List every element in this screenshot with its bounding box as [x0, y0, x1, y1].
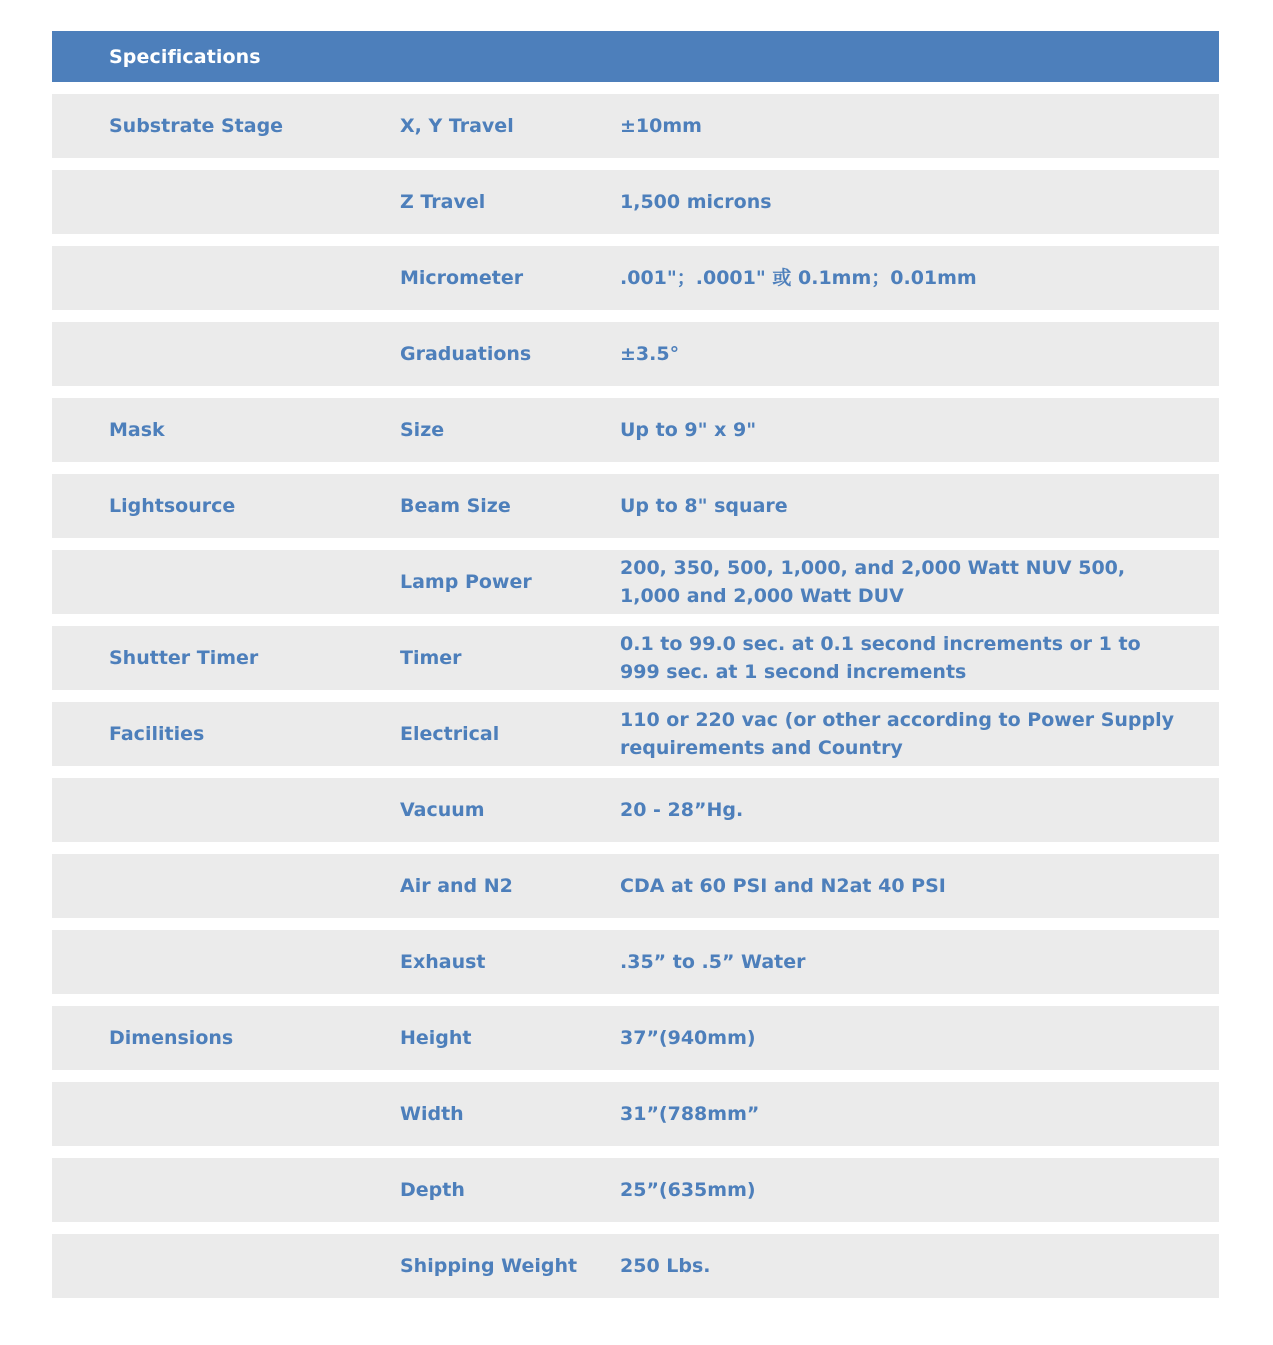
- row-value: Up to 9" x 9": [620, 419, 757, 441]
- row-parameter: X, Y Travel: [400, 115, 514, 137]
- row-value: 1,500 microns: [620, 191, 772, 213]
- table-row: [52, 1234, 1219, 1298]
- row-parameter: Width: [400, 1103, 464, 1125]
- row-value: CDA at 60 PSI and N2at 40 PSI: [620, 875, 946, 897]
- row-parameter: Height: [400, 1027, 472, 1049]
- row-category: Mask: [109, 419, 165, 441]
- row-parameter: Z Travel: [400, 191, 486, 213]
- row-parameter: Beam Size: [400, 495, 511, 517]
- row-parameter: Air and N2: [400, 875, 513, 897]
- row-value: .35” to .5” Water: [620, 951, 806, 973]
- row-parameter: Shipping Weight: [400, 1255, 578, 1277]
- row-value: 31”(788mm”: [620, 1103, 760, 1125]
- table-row: [52, 398, 1219, 462]
- table-header: [52, 31, 1219, 82]
- row-parameter: Size: [400, 419, 445, 441]
- row-value: ±10mm: [620, 115, 702, 137]
- specifications-table: [52, 31, 1219, 1310]
- row-category: Facilities: [109, 723, 205, 745]
- table-row: [52, 626, 1219, 690]
- row-parameter: Depth: [400, 1179, 465, 1201]
- table-row: [52, 246, 1219, 310]
- table-row: [52, 94, 1219, 158]
- row-parameter: Micrometer: [400, 267, 524, 289]
- table-row: [52, 322, 1219, 386]
- table-title: Specifications: [109, 45, 261, 68]
- row-value: 25”(635mm): [620, 1179, 756, 1201]
- row-value: Up to 8" square: [620, 495, 788, 517]
- table-row: [52, 930, 1219, 994]
- table-row: [52, 170, 1219, 234]
- table-row: [52, 1006, 1219, 1070]
- row-category: Substrate Stage: [109, 115, 284, 137]
- row-value: 200, 350, 500, 1,000, and 2,000 Watt NUV 500, 1,000 and 2,000 Watt DUV: [620, 557, 1126, 607]
- table-row: [52, 778, 1219, 842]
- table-body: [52, 94, 1219, 1298]
- row-value: 110 or 220 vac (or other according to Power Supply requirements and Country: [620, 709, 1175, 759]
- table-row: [52, 474, 1219, 538]
- row-value: 20 - 28”Hg.: [620, 799, 744, 821]
- table-row: [52, 1082, 1219, 1146]
- row-value: 250 Lbs.: [620, 1255, 711, 1277]
- row-category: Dimensions: [109, 1027, 234, 1049]
- row-category: Shutter Timer: [109, 647, 259, 669]
- row-category: Lightsource: [109, 495, 236, 517]
- row-value: 37”(940mm): [620, 1027, 756, 1049]
- row-parameter: Lamp Power: [400, 571, 532, 593]
- row-parameter: Exhaust: [400, 951, 486, 973]
- row-value: ±3.5°: [620, 343, 680, 365]
- row-parameter: Vacuum: [400, 799, 485, 821]
- row-parameter: Electrical: [400, 723, 500, 745]
- row-parameter: Graduations: [400, 343, 532, 365]
- row-value: .001"；.0001" 或 0.1mm；0.01mm: [620, 267, 977, 289]
- table-row: [52, 550, 1219, 614]
- table-row: [52, 854, 1219, 918]
- table-row: [52, 702, 1219, 766]
- row-parameter: Timer: [400, 647, 462, 669]
- row-value: 0.1 to 99.0 sec. at 0.1 second increments or 1 to 999 sec. at 1 second increments: [620, 633, 1141, 683]
- table-row: [52, 1158, 1219, 1222]
